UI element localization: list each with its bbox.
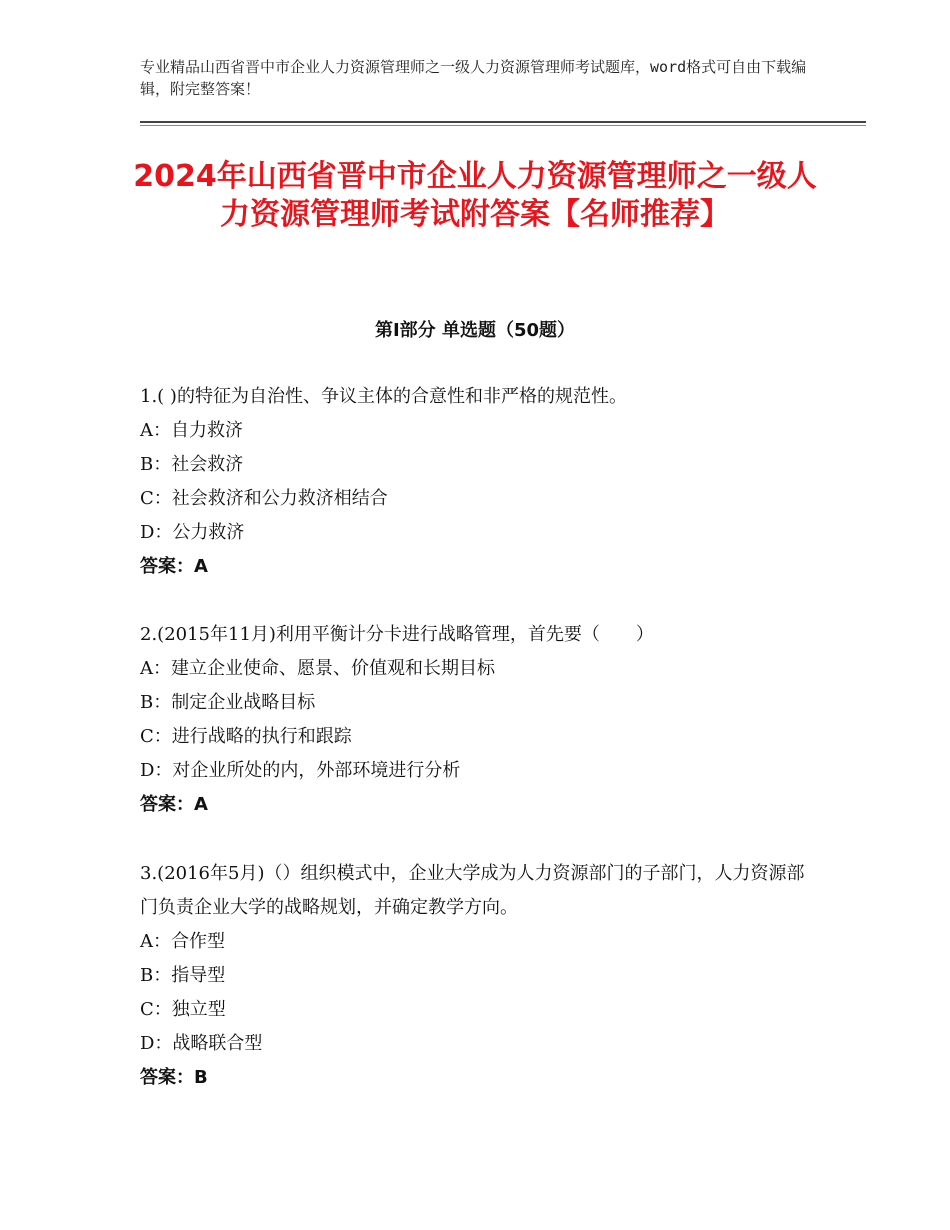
question-2 [140,618,820,822]
answer: 答案：A [140,556,208,577]
header-note: 专业精品山西省晋中市企业人力资源管理师之一级人力资源管理师考试题库，word格式可自由下载编辑，附完整答案！ [140,58,807,98]
option-a: A：合作型 [140,931,225,952]
section-heading: 第Ⅰ部分 单选题（50题） [374,320,575,341]
option-a: A：自力救济 [140,420,243,441]
question-stem: 3.(2016年5月)（）组织模式中，企业大学成为人力资源部门的子部门，人力资源部门负责企业大学的战略规划，并确定教学方向。 [140,863,805,918]
question-stem: 1.( )的特征为自治性、争议主体的合意性和非严格的规范性。 [140,386,627,407]
option-c: C：独立型 [140,999,226,1020]
option-c: C：社会救济和公力救济相结合 [140,488,388,509]
option-b: B：社会救济 [140,454,244,475]
option-c: C：进行战略的执行和跟踪 [140,726,352,747]
option-a: A：建立企业使命、愿景、价值观和长期目标 [140,658,495,679]
header-divider-thin [140,125,866,126]
option-d: D：公力救济 [140,522,245,543]
document-title: 2024年山西省晋中市企业人力资源管理师之一级人力资源管理师考试附答案【名师推荐】 [133,159,817,232]
option-d: D：对企业所处的内，外部环境进行分析 [140,760,461,781]
answer: 答案：A [140,794,208,815]
header-divider [140,121,866,123]
option-b: B：制定企业战略目标 [140,692,316,713]
question-stem: 2.(2015年11月)利用平衡计分卡进行战略管理，首先要（ ） [140,624,654,645]
option-d: D：战略联合型 [140,1033,263,1054]
question-1 [140,380,820,584]
question-3 [140,857,820,1095]
answer: 答案：B [140,1067,208,1088]
option-b: B：指导型 [140,965,226,986]
